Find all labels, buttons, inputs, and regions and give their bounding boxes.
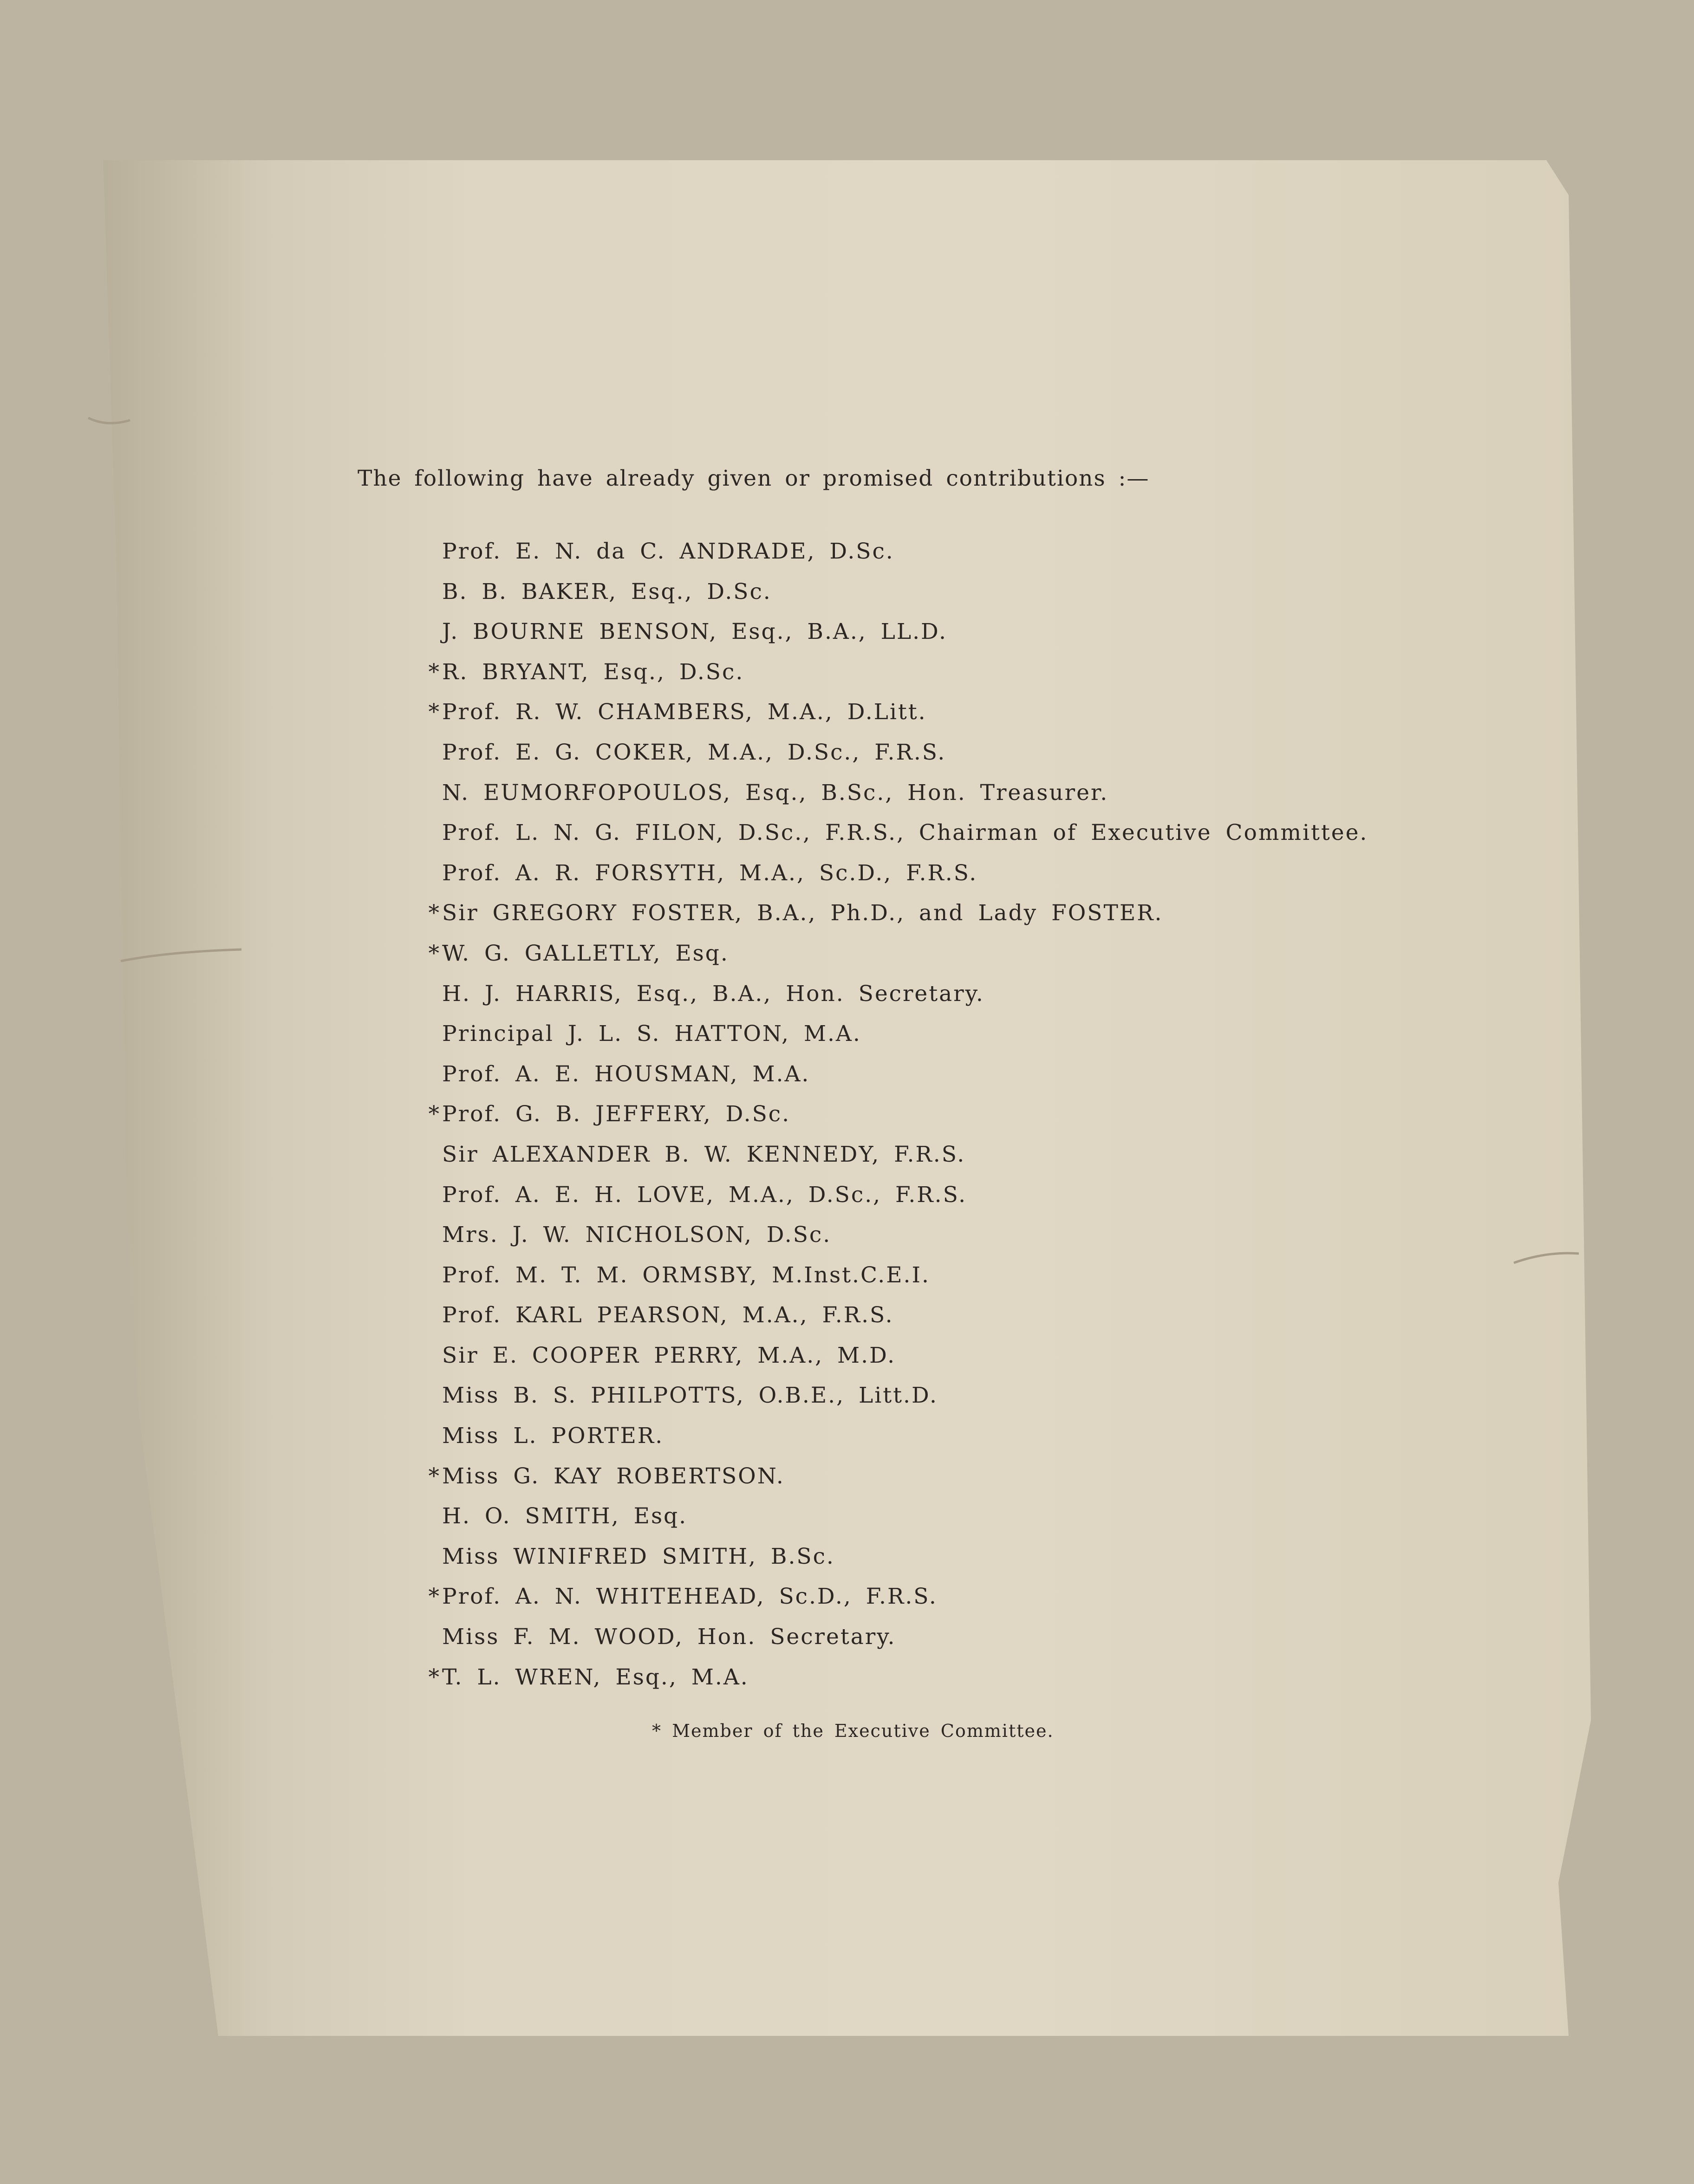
contributions-heading: The following have already given or promised contributions :—	[358, 466, 1150, 491]
contributor-name: Prof. L. N. G. FILON, D.Sc., F.R.S., Chairman of Executive Committee.	[442, 820, 1368, 846]
list-item	[0, 1577, 1694, 1617]
footnote: * Member of the Executive Committee.	[652, 1721, 1054, 1741]
list-item	[0, 1094, 1694, 1135]
contributor-name: Prof. KARL PEARSON, M.A., F.R.S.	[442, 1302, 894, 1328]
committee-marker: *	[428, 1664, 441, 1690]
committee-marker: *	[428, 1463, 441, 1489]
list-item	[0, 1537, 1694, 1577]
contributor-name: Prof. E. G. COKER, M.A., D.Sc., F.R.S.	[442, 739, 946, 765]
list-item	[0, 532, 1694, 572]
contributor-name: Principal J. L. S. HATTON, M.A.	[442, 1021, 861, 1047]
contributor-name: Prof. R. W. CHAMBERS, M.A., D.Litt.	[442, 699, 927, 725]
list-item	[0, 1295, 1694, 1336]
list-item	[0, 1416, 1694, 1456]
contributor-name: Miss F. M. WOOD, Hon. Secretary.	[442, 1624, 896, 1650]
contributor-name: Sir ALEXANDER B. W. KENNEDY, F.R.S.	[442, 1141, 966, 1167]
list-item	[0, 1054, 1694, 1095]
list-item	[0, 974, 1694, 1014]
contributor-name: R. BRYANT, Esq., D.Sc.	[442, 659, 744, 685]
list-item	[0, 1336, 1694, 1376]
list-item	[0, 1255, 1694, 1296]
list-item	[0, 1376, 1694, 1416]
list-item	[0, 733, 1694, 773]
list-item	[0, 1617, 1694, 1658]
contributor-name: Prof. A. E. HOUSMAN, M.A.	[442, 1061, 810, 1087]
contributor-name: N. EUMORFOPOULOS, Esq., B.Sc., Hon. Treasurer.	[442, 780, 1109, 806]
list-item	[0, 612, 1694, 652]
list-item	[0, 1456, 1694, 1497]
contributor-name: T. L. WREN, Esq., M.A.	[442, 1664, 749, 1690]
list-item	[0, 1175, 1694, 1216]
contributor-name: J. BOURNE BENSON, Esq., B.A., LL.D.	[442, 619, 947, 645]
list-item	[0, 692, 1694, 733]
contributor-name: Prof. A. N. WHITEHEAD, Sc.D., F.R.S.	[442, 1584, 938, 1610]
contributor-name: B. B. BAKER, Esq., D.Sc.	[442, 578, 772, 604]
list-item	[0, 1496, 1694, 1537]
contributor-name: Prof. A. R. FORSYTH, M.A., Sc.D., F.R.S.	[442, 860, 978, 886]
list-item	[0, 773, 1694, 813]
contributor-name: Miss G. KAY ROBERTSON.	[442, 1463, 785, 1489]
contributor-name: Prof. G. B. JEFFERY, D.Sc.	[442, 1101, 791, 1127]
contributor-name: Mrs. J. W. NICHOLSON, D.Sc.	[442, 1222, 832, 1248]
contributor-name: Miss B. S. PHILPOTTS, O.B.E., Litt.D.	[442, 1383, 938, 1409]
committee-marker: *	[428, 659, 441, 685]
list-item	[0, 1014, 1694, 1054]
contributor-name: H. O. SMITH, Esq.	[442, 1503, 688, 1529]
contributor-name: Prof. A. E. H. LOVE, M.A., D.Sc., F.R.S.	[442, 1182, 967, 1208]
list-item	[0, 1658, 1694, 1698]
contributor-name: Sir GREGORY FOSTER, B.A., Ph.D., and Lady FOSTER.	[442, 900, 1163, 926]
contributor-name: Prof. E. N. da C. ANDRADE, D.Sc.	[442, 539, 894, 564]
contributor-name: Miss L. PORTER.	[442, 1423, 664, 1449]
contributor-name: W. G. GALLETLY, Esq.	[442, 940, 729, 966]
contributor-name: Sir E. COOPER PERRY, M.A., M.D.	[442, 1342, 896, 1368]
committee-marker: *	[428, 900, 441, 926]
list-item	[0, 853, 1694, 894]
contributor-name: Prof. M. T. M. ORMSBY, M.Inst.C.E.I.	[442, 1262, 930, 1288]
contributors-list	[0, 532, 1694, 1697]
list-item	[0, 652, 1694, 693]
committee-marker: *	[428, 1584, 441, 1610]
list-item	[0, 934, 1694, 974]
list-item	[0, 1215, 1694, 1255]
committee-marker: *	[428, 940, 441, 966]
list-item	[0, 813, 1694, 853]
committee-marker: *	[428, 699, 441, 725]
list-item	[0, 1135, 1694, 1175]
contributor-name: H. J. HARRIS, Esq., B.A., Hon. Secretary.	[442, 981, 984, 1007]
contributor-name: Miss WINIFRED SMITH, B.Sc.	[442, 1543, 835, 1569]
list-item	[0, 572, 1694, 612]
list-item	[0, 893, 1694, 934]
committee-marker: *	[428, 1101, 441, 1127]
